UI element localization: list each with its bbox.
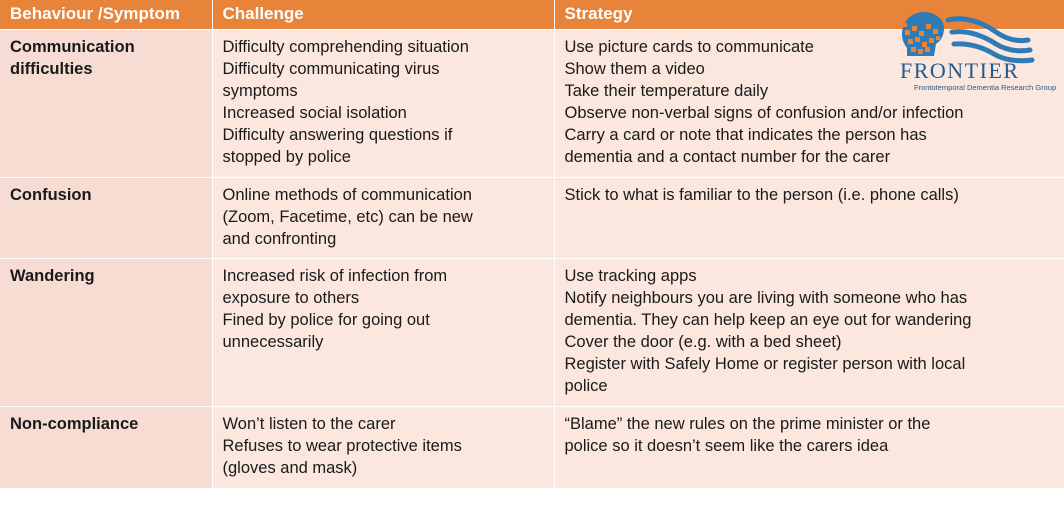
text-line: (gloves and mask) — [222, 458, 358, 477]
text-line: Show them a video — [564, 59, 705, 78]
cell-behaviour — [0, 177, 212, 259]
table-row — [0, 177, 1064, 259]
table-body — [0, 30, 1064, 488]
text-line: Increased risk of infection from — [222, 267, 448, 286]
cell-behaviour — [0, 30, 212, 178]
cell-strategy — [554, 407, 1064, 488]
column-header-strategy: Strategy — [554, 0, 1064, 30]
text-line: symptoms — [222, 81, 298, 100]
text-line: Fined by police for going out — [222, 311, 430, 330]
column-header-challenge: Challenge — [212, 0, 554, 30]
text-line: Difficulty answering questions if — [222, 125, 453, 144]
cell-challenge — [212, 177, 554, 259]
text-line: unnecessarily — [222, 333, 324, 352]
table-row — [0, 407, 1064, 488]
text-line: dementia and a contact number for the carer — [564, 147, 891, 166]
text-line: stopped by police — [222, 147, 351, 166]
text-line: Notify neighbours you are living with someone who has — [564, 289, 968, 308]
cell-challenge — [212, 30, 554, 178]
text-line: Use tracking apps — [564, 267, 697, 286]
text-line: Online methods of communication — [222, 185, 472, 204]
table-row — [0, 259, 1064, 407]
logo-tagline: Frontotemporal Dementia Research Group — [914, 83, 1056, 92]
text-line: and confronting — [222, 229, 337, 248]
text-line: dementia. They can help keep an eye out for wandering — [564, 311, 972, 330]
text-line: Observe non-verbal signs of confusion and/or infection — [564, 103, 964, 122]
text-line: Wandering — [10, 267, 95, 286]
cell-challenge — [212, 259, 554, 407]
cell-challenge — [212, 407, 554, 488]
table-header-row — [0, 0, 1064, 30]
cell-strategy — [554, 30, 1064, 178]
cell-behaviour — [0, 259, 212, 407]
text-line: “Blame” the new rules on the prime minister or the — [564, 415, 931, 434]
text-line: difficulties — [10, 59, 93, 78]
text-line: (Zoom, Facetime, etc) can be new — [222, 207, 473, 226]
cell-behaviour — [0, 407, 212, 488]
text-line: police — [564, 377, 608, 396]
text-line: Take their temperature daily — [564, 81, 769, 100]
text-line: Non-compliance — [10, 415, 139, 434]
logo-wordmark: FRONTIER — [900, 58, 1020, 83]
text-line: Stick to what is familiar to the person (i.e. phone calls) — [564, 185, 959, 204]
text-line: Use picture cards to communicate — [564, 38, 814, 56]
column-header-behaviour: Behaviour /Symptom — [0, 0, 212, 30]
text-line: Increased social isolation — [222, 103, 407, 122]
cell-strategy — [554, 177, 1064, 259]
table-header — [0, 0, 1064, 30]
text-line: Confusion — [10, 185, 92, 204]
text-line: Difficulty comprehending situation — [222, 38, 469, 56]
text-line: Cover the door (e.g. with a bed sheet) — [564, 333, 842, 352]
table-row — [0, 30, 1064, 178]
text-line: Register with Safely Home or register person with local — [564, 355, 966, 374]
text-line: Difficulty communicating virus — [222, 59, 440, 78]
text-line: exposure to others — [222, 289, 360, 308]
cell-strategy — [554, 259, 1064, 407]
text-line: police so it doesn’t seem like the carers idea — [564, 437, 889, 455]
text-line: Won’t listen to the carer — [222, 415, 396, 434]
text-line: Refuses to wear protective items — [222, 437, 462, 455]
text-line: Carry a card or note that indicates the person has — [564, 125, 927, 144]
text-line: Communication — [10, 38, 135, 56]
